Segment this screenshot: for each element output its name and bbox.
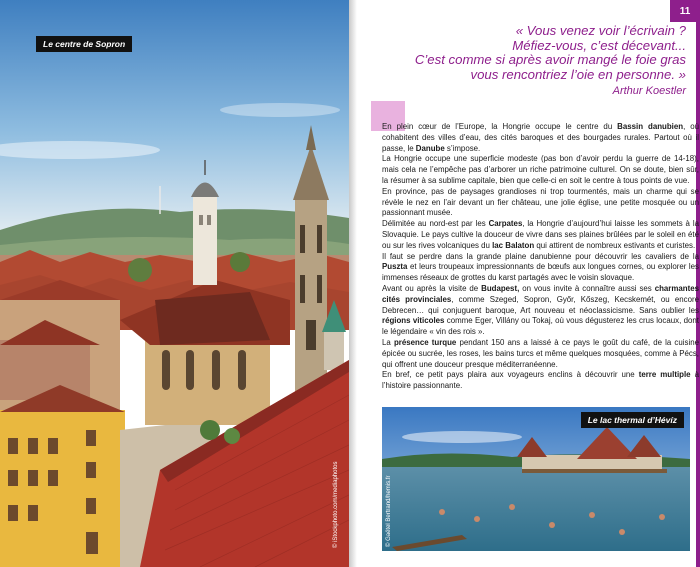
body-paragraph bbox=[382, 252, 699, 284]
bold-phrase: Carpates bbox=[488, 219, 523, 229]
body-text bbox=[382, 122, 699, 392]
bold-phrase: présence turque bbox=[393, 337, 457, 347]
book-gutter bbox=[349, 0, 357, 567]
text-run: La bbox=[382, 337, 394, 347]
quote-line: « Vous venez voir l’écrivain ? bbox=[515, 23, 686, 38]
text-run: s’impose. bbox=[444, 143, 481, 153]
body-paragraph bbox=[382, 370, 699, 392]
body-paragraph bbox=[382, 187, 699, 219]
text-run: En bref, ce petit pays plaira aux voyageurs enclins à découvrir une bbox=[382, 370, 639, 380]
photo-caption-label: Le centre de Sopron bbox=[36, 36, 132, 52]
body-paragraph bbox=[382, 122, 699, 154]
bold-phrase: terre multiple bbox=[638, 370, 691, 380]
text-run: pendant 150 ans a laissé à ce pays le goût du café, de la cuisine épicée ou sucrée, les roses, les bains turcs et même quelques mosquées, comme à Pécs, qui offrent une douceur presque méditerranéenne. bbox=[382, 337, 699, 369]
page-number: 11 bbox=[670, 0, 700, 22]
inset-photo-credit: © Gaëtel Bertrand/hemis.fr bbox=[386, 475, 392, 547]
inset-caption-label: Le lac thermal d’Hévíz bbox=[581, 412, 684, 428]
body-paragraph bbox=[382, 284, 699, 338]
photo-credit: © iStockphoto.com/mediaphotos bbox=[333, 461, 339, 548]
text-run: , comme Szeged, Sopron, Győr, Kőszeg, Kecskemét, ou encore Debrecen… qui conjuguent baroque, Art nouveau et néoclassicisme. Sans oublier les bbox=[382, 294, 699, 315]
text-run: En plein cœur de l’Europe, la Hongrie occupe le centre du bbox=[382, 122, 618, 131]
sopron-photo-illustration bbox=[0, 0, 349, 567]
text-run: qui attirent de nombreux estivants et curistes. bbox=[534, 240, 696, 250]
bold-phrase: charmantes cités provinciales bbox=[382, 283, 699, 304]
quote-author: Arthur Koestler bbox=[612, 85, 686, 97]
quote-line: Méfiez-vous, c’est décevant... bbox=[512, 37, 686, 53]
body-paragraph bbox=[382, 154, 699, 186]
text-run: comme Eger, Villány ou Tokaj, où vous dégusterez les crus locaux, dont le légendaire « vin des rois ». bbox=[382, 316, 699, 337]
epigraph-quote bbox=[377, 24, 686, 82]
heviz-photo-illustration bbox=[382, 407, 690, 551]
text-run: , où cohabitent des villes d’eau, des cités baroques et des bourgades rurales. Partout où il passe, le bbox=[382, 122, 699, 153]
bold-phrase: Danube bbox=[415, 143, 445, 153]
text-page bbox=[357, 0, 700, 567]
bold-phrase: Bassin danubien bbox=[617, 122, 684, 131]
body-paragraph bbox=[382, 219, 699, 251]
text-run: à l’histoire passionnante. bbox=[382, 370, 699, 391]
text-run: et leurs troupeaux impressionnants de bœufs aux longues cornes, ou explorer les immenses réseaux de grottes du karst partagés avec le voisin slovaque. bbox=[382, 262, 699, 283]
body-paragraph bbox=[382, 338, 699, 370]
bold-phrase: Budapest, bbox=[481, 283, 520, 293]
text-run: La Hongrie occupe une superficie modeste (pas bon d’avoir perdu la guerre de 14-18), mais cela ne l’empêche pas d’arborer un riche patrimoine culturel. On se doute, bien sûr, la résumer à sa sublime capitale, bien que celle-ci en soit le centre à tous points de vue. bbox=[382, 154, 699, 185]
text-run: Il faut se perdre dans la grande plaine danubienne pour découvrir les cavaliers de la bbox=[382, 251, 699, 261]
bold-phrase: régions viticoles bbox=[382, 316, 445, 326]
heviz-photo bbox=[382, 407, 690, 551]
text-run: , la Hongrie d’aujourd’hui laisse les sommets à la Slovaquie. Le pays cultive la douceur de vivre dans ses plaines brûlées par le soleil en été ou sur les rives volcaniques du bbox=[382, 219, 699, 250]
sopron-photo bbox=[0, 0, 349, 567]
bold-phrase: lac Balaton bbox=[492, 240, 535, 250]
text-run: Délimitée au nord-est par les bbox=[382, 219, 489, 229]
text-run: Avant ou après la visite de bbox=[382, 283, 482, 293]
quote-line: vous rencontriez l’oie en personne. » bbox=[470, 66, 686, 82]
quote-line: C’est comme si après avoir mangé le foie gras bbox=[414, 52, 686, 67]
bold-phrase: Puszta bbox=[382, 262, 408, 272]
text-run: on vous invite à connaître aussi ses bbox=[519, 283, 655, 293]
text-run: En province, pas de paysages grandioses ni trop tourmentés, mais un charme qui se révèle le nez en l’air devant un fier château, une jolie église, une petite mosquée ou un passionnant musée. bbox=[382, 186, 699, 218]
